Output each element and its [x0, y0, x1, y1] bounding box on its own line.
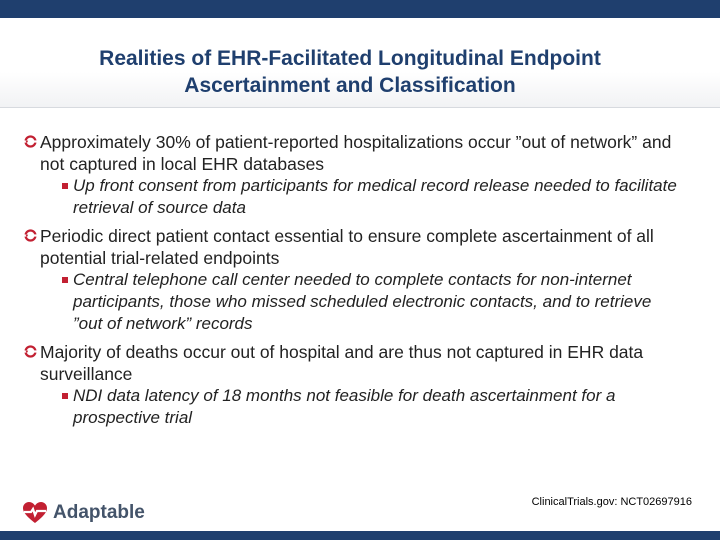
bullet-item [24, 225, 684, 335]
square-marker-icon [62, 277, 68, 283]
sub-bullet-text: Up front consent from participants for medical record release needed to facilitate retrieval of source data [73, 176, 677, 217]
bullet-item [24, 341, 684, 429]
circular-arrow-icon [24, 345, 37, 358]
title-divider [0, 107, 720, 108]
slide-title-line-2: Ascertainment and Classification [184, 74, 516, 97]
bullet-text: Approximately 30% of patient-reported hospitalizations occur ”out of network” and not captured in local EHR databases [40, 132, 672, 174]
trial-citation: ClinicalTrials.gov: NCT02697916 [531, 496, 692, 508]
slide-title-line-1: Realities of EHR-Facilitated Longitudinal Endpoint [99, 47, 601, 70]
top-banner-bar [0, 0, 720, 18]
logo-wordmark: Adaptable [53, 502, 145, 523]
sub-bullet-text: Central telephone call center needed to complete contacts for non-internet participants, those who missed scheduled electronic contacts, and to retrieve ”out of network” records [73, 270, 652, 333]
circular-arrow-icon [24, 229, 37, 242]
square-marker-icon [62, 393, 68, 399]
bullet-item [24, 131, 684, 219]
slide-title [40, 45, 660, 99]
sub-bullet-item [62, 269, 684, 335]
sub-bullet-item [62, 175, 684, 219]
sub-bullet-item [62, 385, 684, 429]
adaptable-logo [22, 498, 145, 528]
sub-bullet-text: NDI data latency of 18 months not feasible for death ascertainment for a prospective trial [73, 386, 616, 427]
heart-logo-icon [22, 500, 48, 526]
bullet-text: Periodic direct patient contact essential to ensure complete ascertainment of all potential trial-related endpoints [40, 226, 654, 268]
square-marker-icon [62, 183, 68, 189]
bottom-banner-bar [0, 531, 720, 540]
circular-arrow-icon [24, 135, 37, 148]
bullet-text: Majority of deaths occur out of hospital and are thus not captured in EHR data surveillance [40, 342, 644, 384]
bullet-list [24, 131, 684, 429]
